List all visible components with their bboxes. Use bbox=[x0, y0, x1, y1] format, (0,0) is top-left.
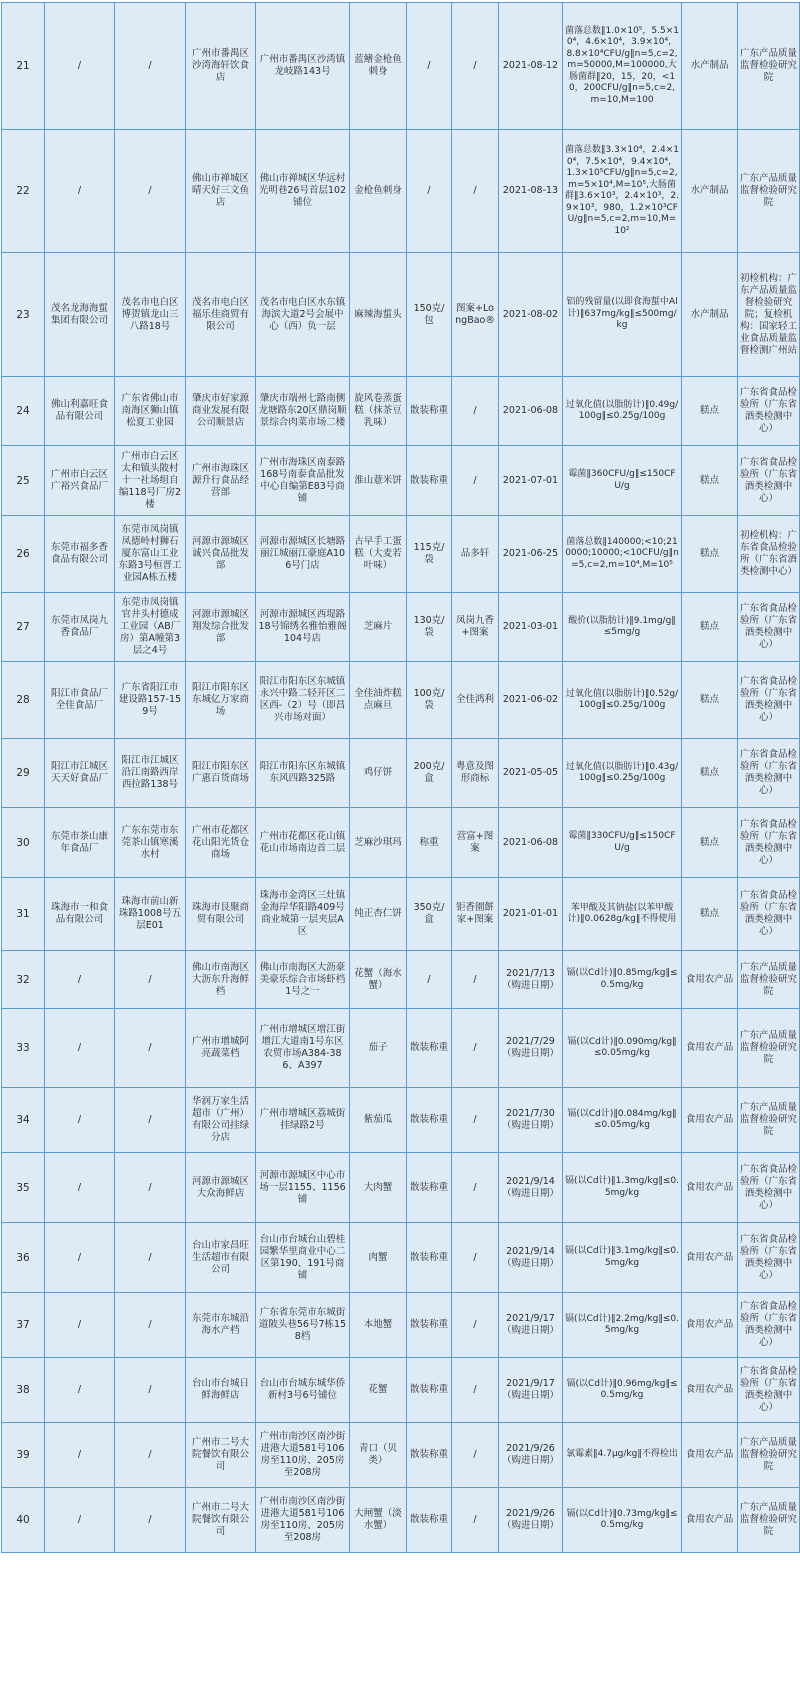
cell-brand: / bbox=[452, 1088, 499, 1153]
cell-seller-addr: 阳江市阳东区东城镇永兴中路二轻开区二区西-（2）号（即昌兴市场对面） bbox=[256, 662, 350, 739]
cell-result: 酸价(以脂肪计)‖9.1mg/g‖≤5mg/g bbox=[563, 593, 682, 662]
cell-result: 过氧化值(以脂肪计)‖0.52g/100g‖≤0.25g/100g bbox=[563, 662, 682, 739]
cell-seller: 河源市源城区翔发综合批发部 bbox=[186, 593, 256, 662]
cell-spec: 150克/包 bbox=[407, 253, 452, 377]
cell-product: 蓝鳍金枪鱼刺身 bbox=[350, 3, 407, 130]
cell-date: 2021-06-25 bbox=[499, 516, 563, 593]
cell-mfr-addr: 广州市白云区太和镇头陂村十一社场组自编118号厂房2楼 bbox=[115, 446, 186, 516]
cell-date: 2021-06-02 bbox=[499, 662, 563, 739]
cell-mfr: / bbox=[45, 1153, 115, 1223]
cell-mfr-addr: / bbox=[115, 1153, 186, 1223]
cell-no: 23 bbox=[2, 253, 45, 377]
cell-seller-addr: 珠海市金湾区三灶镇金海岸华阳路409号商业城第一层夹层A区 bbox=[256, 878, 350, 951]
cell-no: 26 bbox=[2, 516, 45, 593]
cell-spec: 散装称重 bbox=[407, 1293, 452, 1358]
cell-seller-addr: 佛山市禅城区华远村光明巷26号首层102铺位 bbox=[256, 130, 350, 253]
cell-seller-addr: 阳江市阳东区东城镇东风四路325路 bbox=[256, 739, 350, 808]
cell-date: 2021-06-08 bbox=[499, 377, 563, 446]
table-row bbox=[2, 739, 800, 808]
cell-result: 镉(以Cd计)‖2.2mg/kg‖≤0.5mg/kg bbox=[563, 1293, 682, 1358]
cell-result: 镉(以Cd计)‖0.96mg/kg‖≤0.5mg/kg bbox=[563, 1358, 682, 1423]
cell-seller: 河源市源城区大众海鲜店 bbox=[186, 1153, 256, 1223]
table-row bbox=[2, 1153, 800, 1223]
cell-product: 淮山薏米饼 bbox=[350, 446, 407, 516]
cell-agency: 广东省食品检验所（广东省酒类检测中心） bbox=[738, 377, 800, 446]
cell-result: 苯甲酸及其钠盐(以苯甲酸计)‖0.0628g/kg‖不得使用 bbox=[563, 878, 682, 951]
cell-date: 2021/9/14（购进日期） bbox=[499, 1153, 563, 1223]
cell-spec: 散装称重 bbox=[407, 1358, 452, 1423]
cell-category: 水产制品 bbox=[682, 130, 738, 253]
cell-no: 37 bbox=[2, 1293, 45, 1358]
cell-seller-addr: 河源市源城区长塘路丽江城丽江豪庭A106号门店 bbox=[256, 516, 350, 593]
cell-spec: 散装称重 bbox=[407, 1423, 452, 1488]
cell-mfr: 阳江市食品厂全佳食品厂 bbox=[45, 662, 115, 739]
cell-spec: 散装称重 bbox=[407, 1153, 452, 1223]
cell-no: 30 bbox=[2, 808, 45, 878]
cell-category: 糕点 bbox=[682, 662, 738, 739]
cell-mfr-addr: 珠海市前山新珠路1008号五层E01 bbox=[115, 878, 186, 951]
cell-product: 紫茄瓜 bbox=[350, 1088, 407, 1153]
cell-no: 31 bbox=[2, 878, 45, 951]
cell-brand: 全佳鸿利 bbox=[452, 662, 499, 739]
cell-product: 旋风卷蒸蛋糕（抹茶豆乳味） bbox=[350, 377, 407, 446]
cell-spec: 散装称重 bbox=[407, 1009, 452, 1088]
cell-seller: 佛山市南海区大沥东升海鲜档 bbox=[186, 951, 256, 1009]
cell-seller: 广州市二号大院餐饮有限公司 bbox=[186, 1423, 256, 1488]
cell-seller: 佛山市禅城区晴天好三文鱼店 bbox=[186, 130, 256, 253]
cell-mfr-addr: / bbox=[115, 1423, 186, 1488]
cell-mfr: / bbox=[45, 1088, 115, 1153]
cell-product: 肉蟹 bbox=[350, 1223, 407, 1293]
cell-date: 2021/9/26（购进日期） bbox=[499, 1488, 563, 1553]
cell-agency: 广东产品质量监督检验研究院 bbox=[738, 130, 800, 253]
cell-mfr: 茂名龙海海蜇集团有限公司 bbox=[45, 253, 115, 377]
cell-date: 2021/9/17（购进日期） bbox=[499, 1358, 563, 1423]
cell-mfr: 东莞市凤岗九香食品厂 bbox=[45, 593, 115, 662]
cell-category: 食用农产品 bbox=[682, 1153, 738, 1223]
cell-no: 39 bbox=[2, 1423, 45, 1488]
cell-mfr-addr: 广东省阳江市建设路157-159号 bbox=[115, 662, 186, 739]
cell-mfr: / bbox=[45, 951, 115, 1009]
cell-product: 芝麻片 bbox=[350, 593, 407, 662]
cell-agency: 广东省食品检验所（广东省酒类检测中心） bbox=[738, 739, 800, 808]
cell-category: 食用农产品 bbox=[682, 1088, 738, 1153]
cell-no: 29 bbox=[2, 739, 45, 808]
cell-result: 镉(以Cd计)‖0.73mg/kg‖≤0.5mg/kg bbox=[563, 1488, 682, 1553]
cell-spec: 散装称重 bbox=[407, 1488, 452, 1553]
cell-seller-addr: 台山市台城东城华侨新村3号6号铺位 bbox=[256, 1358, 350, 1423]
cell-no: 38 bbox=[2, 1358, 45, 1423]
cell-brand: / bbox=[452, 130, 499, 253]
cell-brand: 图案+LongBao® bbox=[452, 253, 499, 377]
cell-date: 2021/7/29（购进日期） bbox=[499, 1009, 563, 1088]
table-row bbox=[2, 1423, 800, 1488]
cell-category: 食用农产品 bbox=[682, 1293, 738, 1358]
cell-date: 2021-05-05 bbox=[499, 739, 563, 808]
cell-agency: 广东省食品检验所（广东省酒类检测中心） bbox=[738, 446, 800, 516]
cell-seller-addr: 河源市源城区西堤路18号锦绣名雅怡雅阁104号店 bbox=[256, 593, 350, 662]
table-row bbox=[2, 808, 800, 878]
cell-seller: 广州市花都区花山阳光货仓商场 bbox=[186, 808, 256, 878]
cell-mfr: 东莞市福多香食品有限公司 bbox=[45, 516, 115, 593]
cell-agency: 广东产品质量监督检验研究院 bbox=[738, 951, 800, 1009]
table-row bbox=[2, 446, 800, 516]
table-row bbox=[2, 3, 800, 130]
cell-no: 33 bbox=[2, 1009, 45, 1088]
table-row bbox=[2, 1088, 800, 1153]
cell-category: 食用农产品 bbox=[682, 1358, 738, 1423]
cell-no: 36 bbox=[2, 1223, 45, 1293]
cell-seller: 珠海市艮聚商贸有限公司 bbox=[186, 878, 256, 951]
cell-brand: 粤意及图形商标 bbox=[452, 739, 499, 808]
cell-agency: 初检机构：广东产品质量监督检验研究院；复检机构：国家轻工业食品质量监督检测广州站 bbox=[738, 253, 800, 377]
cell-date: 2021/9/14（购进日期） bbox=[499, 1223, 563, 1293]
cell-agency: 广东产品质量监督检验研究院 bbox=[738, 3, 800, 130]
cell-agency: 广东产品质量监督检验研究院 bbox=[738, 1423, 800, 1488]
cell-no: 40 bbox=[2, 1488, 45, 1553]
cell-mfr: / bbox=[45, 1488, 115, 1553]
cell-mfr-addr: / bbox=[115, 3, 186, 130]
cell-agency: 广东省食品检验所（广东省酒类检测中心） bbox=[738, 662, 800, 739]
cell-seller: 广州市增城阿亮蔬菜档 bbox=[186, 1009, 256, 1088]
cell-seller: 茂名市电白区福乐佳商贸有限公司 bbox=[186, 253, 256, 377]
cell-category: 糕点 bbox=[682, 593, 738, 662]
cell-result: 菌落总数‖1.0×10⁵，5.5×10⁴，4.6×10⁴，3.9×10⁴，8.8×10⁴CFU/g‖n=5,c=2,m=50000,M=100000,大肠菌群‖20，15，20，<10，200CFU/g‖n=5,c=2,m=10,M=100 bbox=[563, 3, 682, 130]
cell-product: 大闸蟹（淡水蟹） bbox=[350, 1488, 407, 1553]
table-row bbox=[2, 1358, 800, 1423]
cell-no: 25 bbox=[2, 446, 45, 516]
cell-result: 镉(以Cd计)‖0.084mg/kg‖≤0.05mg/kg bbox=[563, 1088, 682, 1153]
cell-spec: 散装称重 bbox=[407, 1088, 452, 1153]
cell-spec: 115克/袋 bbox=[407, 516, 452, 593]
cell-date: 2021/9/26（购进日期） bbox=[499, 1423, 563, 1488]
cell-mfr-addr: / bbox=[115, 1293, 186, 1358]
cell-brand: 品多轩 bbox=[452, 516, 499, 593]
cell-product: 全佳油炸糕点麻旦 bbox=[350, 662, 407, 739]
cell-agency: 广东省食品检验所（广东省酒类检测中心） bbox=[738, 1223, 800, 1293]
cell-spec: 200克/盒 bbox=[407, 739, 452, 808]
cell-category: 糕点 bbox=[682, 446, 738, 516]
cell-mfr-addr: 茂名市电白区博贺镇龙山三八路18号 bbox=[115, 253, 186, 377]
cell-agency: 广东产品质量监督检验研究院 bbox=[738, 1009, 800, 1088]
cell-seller: 肇庆市好家源商业发展有限公司顺景店 bbox=[186, 377, 256, 446]
cell-no: 27 bbox=[2, 593, 45, 662]
cell-no: 35 bbox=[2, 1153, 45, 1223]
cell-seller-addr: 广州市花都区花山镇花山市场南边首二层 bbox=[256, 808, 350, 878]
cell-product: 金枪鱼刺身 bbox=[350, 130, 407, 253]
cell-result: 过氧化值(以脂肪计)‖0.49g/100g‖≤0.25g/100g bbox=[563, 377, 682, 446]
cell-mfr-addr: / bbox=[115, 1009, 186, 1088]
cell-mfr-addr: / bbox=[115, 130, 186, 253]
cell-seller-addr: 广州市南沙区南沙街进港大道581号106房至110房、205房至208房 bbox=[256, 1488, 350, 1553]
table-row bbox=[2, 253, 800, 377]
cell-no: 24 bbox=[2, 377, 45, 446]
cell-mfr: 阳江市江城区天天好食品厂 bbox=[45, 739, 115, 808]
table-row bbox=[2, 1488, 800, 1553]
cell-no: 32 bbox=[2, 951, 45, 1009]
table-row bbox=[2, 951, 800, 1009]
cell-date: 2021-08-02 bbox=[499, 253, 563, 377]
cell-result: 铝的残留量(以即食海蜇中Al计)‖637mg/kg‖≤500mg/kg bbox=[563, 253, 682, 377]
cell-seller: 阳江市阳东区东城亿万家商场 bbox=[186, 662, 256, 739]
cell-seller: 台山市家昌旺生活超市有限公司 bbox=[186, 1223, 256, 1293]
cell-seller: 台山市台城日鲜海鲜店 bbox=[186, 1358, 256, 1423]
cell-no: 22 bbox=[2, 130, 45, 253]
table-row bbox=[2, 1293, 800, 1358]
cell-seller-addr: 茂名市电白区水东镇海滨大道2号会展中心（西）负一层 bbox=[256, 253, 350, 377]
cell-date: 2021-08-12 bbox=[499, 3, 563, 130]
cell-mfr: / bbox=[45, 3, 115, 130]
cell-seller: 广州市番禺区沙湾海轩饮食店 bbox=[186, 3, 256, 130]
cell-category: 糕点 bbox=[682, 516, 738, 593]
cell-brand: / bbox=[452, 1293, 499, 1358]
table-row bbox=[2, 878, 800, 951]
cell-spec: 散装称重 bbox=[407, 446, 452, 516]
cell-brand: 营富+图案 bbox=[452, 808, 499, 878]
cell-mfr: 佛山利嘉旺食品有限公司 bbox=[45, 377, 115, 446]
cell-result: 镉(以Cd计)‖0.85mg/kg‖≤0.5mg/kg bbox=[563, 951, 682, 1009]
cell-brand: / bbox=[452, 1153, 499, 1223]
cell-seller: 广州市海珠区源升行食品经营部 bbox=[186, 446, 256, 516]
table-row bbox=[2, 377, 800, 446]
cell-mfr-addr: / bbox=[115, 1488, 186, 1553]
cell-category: 水产制品 bbox=[682, 253, 738, 377]
cell-product: 芝麻沙琪玛 bbox=[350, 808, 407, 878]
cell-brand: 钜香園餅家+图案 bbox=[452, 878, 499, 951]
cell-mfr: / bbox=[45, 1423, 115, 1488]
cell-spec: / bbox=[407, 130, 452, 253]
cell-seller-addr: 佛山市南海区大沥豪美豪乐综合市场虾档1号之一 bbox=[256, 951, 350, 1009]
cell-mfr: / bbox=[45, 1223, 115, 1293]
cell-date: 2021/7/13（购进日期） bbox=[499, 951, 563, 1009]
cell-mfr-addr: 东莞市凤岗镇凤德岭村狮石厦东富山工业东路3号桓晋工业园A栋五楼 bbox=[115, 516, 186, 593]
cell-brand: / bbox=[452, 446, 499, 516]
cell-agency: 初检机构：广东省食品检验所（广东省酒类检测中心） bbox=[738, 516, 800, 593]
cell-date: 2021-08-13 bbox=[499, 130, 563, 253]
cell-spec: 100克/袋 bbox=[407, 662, 452, 739]
cell-date: 2021/7/30（购进日期） bbox=[499, 1088, 563, 1153]
cell-result: 霉菌‖330CFU/g‖≤150CFU/g bbox=[563, 808, 682, 878]
cell-mfr: / bbox=[45, 1293, 115, 1358]
cell-result: 过氧化值(以脂肪计)‖0.43g/100g‖≤0.25g/100g bbox=[563, 739, 682, 808]
cell-brand: / bbox=[452, 1223, 499, 1293]
cell-product: 青口（贝类） bbox=[350, 1423, 407, 1488]
cell-result: 镉(以Cd计)‖1.3mg/kg‖≤0.5mg/kg bbox=[563, 1153, 682, 1223]
cell-brand: / bbox=[452, 1009, 499, 1088]
cell-category: 食用农产品 bbox=[682, 951, 738, 1009]
cell-category: 水产制品 bbox=[682, 3, 738, 130]
cell-mfr: / bbox=[45, 130, 115, 253]
cell-seller-addr: 广州市番禺区沙湾镇龙岐路143号 bbox=[256, 3, 350, 130]
cell-result: 镉(以Cd计)‖0.090mg/kg‖≤0.05mg/kg bbox=[563, 1009, 682, 1088]
cell-no: 21 bbox=[2, 3, 45, 130]
cell-seller-addr: 广东省东莞市东城街道陂头巷56号7栋158档 bbox=[256, 1293, 350, 1358]
cell-product: 古早手工蛋糕（大麦若叶味） bbox=[350, 516, 407, 593]
cell-mfr: / bbox=[45, 1009, 115, 1088]
cell-agency: 广东省食品检验所（广东省酒类检测中心） bbox=[738, 1358, 800, 1423]
cell-mfr-addr: 阳江市江城区沿江南路西岸西拉路138号 bbox=[115, 739, 186, 808]
cell-mfr-addr: 东莞市凤岗镇官井头村德成工业园（AB厂房）第A幢第3层之4号 bbox=[115, 593, 186, 662]
cell-seller-addr: 台山市台城台山碧桂园繁华里商业中心二区第190、191号商铺 bbox=[256, 1223, 350, 1293]
cell-brand: / bbox=[452, 1488, 499, 1553]
cell-category: 食用农产品 bbox=[682, 1223, 738, 1293]
cell-result: 菌落总数‖3.3×10⁴，2.4×10⁴，7.5×10⁴，9.4×10⁴，1.3×10⁵CFU/g‖n=5,c=2,m=5×10⁴,M=10⁵,大肠菌群‖3.6×10³，2.4×10³，2.9×10³，980，1.2×10³CFU/g‖n=5,c=2,m=10,M=10² bbox=[563, 130, 682, 253]
cell-spec: 散装称重 bbox=[407, 377, 452, 446]
table-row bbox=[2, 593, 800, 662]
cell-date: 2021-07-01 bbox=[499, 446, 563, 516]
cell-brand: / bbox=[452, 377, 499, 446]
cell-spec: 散装称重 bbox=[407, 1223, 452, 1293]
cell-brand: / bbox=[452, 951, 499, 1009]
cell-date: 2021/9/17（购进日期） bbox=[499, 1293, 563, 1358]
cell-product: 鸡仔饼 bbox=[350, 739, 407, 808]
cell-product: 花蟹 bbox=[350, 1358, 407, 1423]
cell-seller: 河源市源城区诚兴食品批发部 bbox=[186, 516, 256, 593]
cell-mfr-addr: 广东省佛山市南海区狮山镇松夏工业园 bbox=[115, 377, 186, 446]
cell-product: 茄子 bbox=[350, 1009, 407, 1088]
table-row bbox=[2, 1009, 800, 1088]
cell-spec: 130克/袋 bbox=[407, 593, 452, 662]
cell-category: 食用农产品 bbox=[682, 1423, 738, 1488]
cell-spec: 称重 bbox=[407, 808, 452, 878]
cell-seller: 东莞市东城沿海水产档 bbox=[186, 1293, 256, 1358]
cell-product: 花蟹（海水蟹） bbox=[350, 951, 407, 1009]
cell-mfr: 东莞市茶山康年食品厂 bbox=[45, 808, 115, 878]
cell-seller-addr: 广州市南沙区南沙街进港大道581号106房至110房、205房至208房 bbox=[256, 1423, 350, 1488]
cell-date: 2021-06-08 bbox=[499, 808, 563, 878]
cell-category: 糕点 bbox=[682, 808, 738, 878]
cell-mfr: 广州市白云区广裕兴食品厂 bbox=[45, 446, 115, 516]
cell-spec: / bbox=[407, 951, 452, 1009]
cell-agency: 广东省食品检验所（广东省酒类检测中心） bbox=[738, 1293, 800, 1358]
cell-seller-addr: 广州市增城区增江街增江大道南1号东区农贸市场A384-386、A397 bbox=[256, 1009, 350, 1088]
cell-seller-addr: 肇庆市端州七路南侧龙塘路东20区鼎岗顺景综合肉菜市场二楼 bbox=[256, 377, 350, 446]
cell-seller: 华润万家生活超市（广州）有限公司挂绿分店 bbox=[186, 1088, 256, 1153]
cell-agency: 广东省食品检验所（广东省酒类检测中心） bbox=[738, 878, 800, 951]
cell-agency: 广东省食品检验所（广东省酒类检测中心） bbox=[738, 1153, 800, 1223]
cell-no: 28 bbox=[2, 662, 45, 739]
cell-mfr: 珠海市一和食品有限公司 bbox=[45, 878, 115, 951]
cell-date: 2021-03-01 bbox=[499, 593, 563, 662]
table-row bbox=[2, 516, 800, 593]
table-row bbox=[2, 1223, 800, 1293]
cell-mfr: / bbox=[45, 1358, 115, 1423]
cell-product: 大肉蟹 bbox=[350, 1153, 407, 1223]
cell-mfr-addr: / bbox=[115, 1223, 186, 1293]
cell-product: 本地蟹 bbox=[350, 1293, 407, 1358]
cell-brand: / bbox=[452, 1423, 499, 1488]
cell-category: 食用农产品 bbox=[682, 1488, 738, 1553]
cell-result: 氯霉素‖4.7μg/kg‖不得检出 bbox=[563, 1423, 682, 1488]
cell-agency: 广东省食品检验所（广东省酒类检测中心） bbox=[738, 808, 800, 878]
cell-brand: / bbox=[452, 1358, 499, 1423]
cell-date: 2021-01-01 bbox=[499, 878, 563, 951]
cell-category: 糕点 bbox=[682, 739, 738, 808]
cell-seller: 阳江市阳东区广惠百货商场 bbox=[186, 739, 256, 808]
cell-seller-addr: 广州市增城区荔城街挂绿路2号 bbox=[256, 1088, 350, 1153]
cell-no: 34 bbox=[2, 1088, 45, 1153]
cell-spec: 350克/盒 bbox=[407, 878, 452, 951]
cell-product: 麻辣海蜇头 bbox=[350, 253, 407, 377]
cell-mfr-addr: / bbox=[115, 1358, 186, 1423]
cell-spec: / bbox=[407, 3, 452, 130]
cell-agency: 广东产品质量监督检验研究院 bbox=[738, 1088, 800, 1153]
cell-result: 霉菌‖360CFU/g‖≤150CFU/g bbox=[563, 446, 682, 516]
cell-product: 纯正杏仁饼 bbox=[350, 878, 407, 951]
cell-mfr-addr: / bbox=[115, 1088, 186, 1153]
cell-brand: / bbox=[452, 3, 499, 130]
cell-mfr-addr: 广东东莞市东莞茶山镇寒溪水村 bbox=[115, 808, 186, 878]
table-row bbox=[2, 662, 800, 739]
cell-seller-addr: 河源市源城区中心市场一层1155、1156铺 bbox=[256, 1153, 350, 1223]
cell-agency: 广东产品质量监督检验研究院 bbox=[738, 1488, 800, 1553]
cell-mfr-addr: / bbox=[115, 951, 186, 1009]
cell-result: 镉(以Cd计)‖3.1mg/kg‖≤0.5mg/kg bbox=[563, 1223, 682, 1293]
cell-result: 菌落总数‖140000;<10;210000;10000;<10CFU/g‖n=5,c=2,m=10⁴,M=10⁵ bbox=[563, 516, 682, 593]
cell-category: 食用农产品 bbox=[682, 1009, 738, 1088]
cell-agency: 广东省食品检验所（广东省酒类检测中心） bbox=[738, 593, 800, 662]
inspection-table bbox=[1, 2, 800, 1553]
cell-category: 糕点 bbox=[682, 377, 738, 446]
cell-brand: 凤岗九香+图案 bbox=[452, 593, 499, 662]
cell-category: 糕点 bbox=[682, 878, 738, 951]
table-body bbox=[2, 3, 800, 1553]
cell-seller-addr: 广州市海珠区南泰路168号南泰食品批发中心自编第E83号商铺 bbox=[256, 446, 350, 516]
cell-seller: 广州市二号大院餐饮有限公司 bbox=[186, 1488, 256, 1553]
table-row bbox=[2, 130, 800, 253]
